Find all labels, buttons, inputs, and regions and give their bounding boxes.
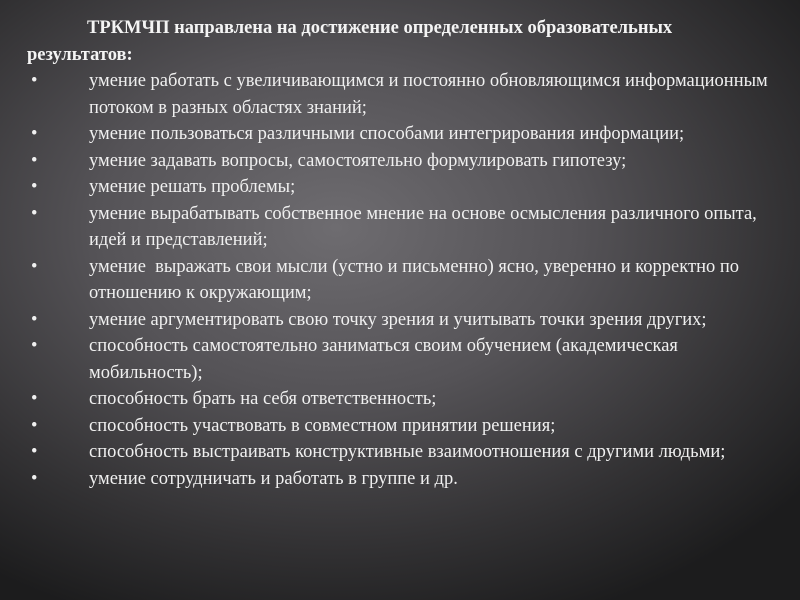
- bullet-marker: •: [31, 177, 38, 197]
- bullet-text: способность самостоятельно заниматься своим обучением (академическая мобильность);: [89, 336, 678, 383]
- bullet-text: способность выстраивать конструктивные взаимоотношения с другими людьми;: [89, 442, 726, 462]
- bullet-item: [27, 466, 777, 493]
- bullet-item: [27, 307, 777, 334]
- bullet-item: [27, 68, 777, 121]
- bullet-marker: •: [31, 256, 38, 277]
- bullet-text: умение вырабатывать собственное мнение на основе осмысления различного опыта, идей и представлений;: [89, 203, 757, 250]
- bullet-item: [27, 333, 777, 386]
- bullet-marker: •: [31, 442, 38, 462]
- bullet-item: [27, 201, 777, 254]
- bullet-marker: •: [31, 203, 38, 224]
- bullet-list: [27, 68, 777, 492]
- bullet-text: умение пользоваться различными способами интегрирования информации;: [89, 124, 685, 144]
- bullet-marker: •: [31, 336, 38, 356]
- bullet-item: [27, 121, 777, 148]
- bullet-text: способность участвовать в совместном принятии решения;: [89, 415, 556, 436]
- bullet-text: умение сотрудничать и работать в группе и др.: [89, 468, 458, 489]
- bullet-item: [27, 174, 777, 201]
- bullet-item: [27, 439, 777, 466]
- bullet-text: умение задавать вопросы, самостоятельно формулировать гипотезу;: [89, 150, 627, 171]
- bullet-item: [27, 148, 777, 175]
- bullet-marker: •: [31, 415, 38, 436]
- slide-heading: ТРКМЧП направлена на достижение определенных образовательных результатов:: [27, 18, 673, 65]
- bullet-text: умение аргументировать свою точку зрения и учитывать точки зрения других;: [89, 309, 707, 330]
- bullet-marker: •: [31, 309, 38, 330]
- slide-content: [27, 15, 777, 492]
- bullet-text: способность брать на себя ответственность;: [89, 389, 437, 409]
- bullet-marker: •: [31, 150, 38, 171]
- bullet-item: [27, 386, 777, 413]
- bullet-item: [27, 254, 777, 307]
- bullet-text: умение решать проблемы;: [89, 177, 296, 197]
- bullet-marker: •: [31, 468, 38, 489]
- bullet-marker: •: [31, 71, 38, 91]
- bullet-marker: •: [31, 389, 38, 409]
- bullet-text: умение работать с увеличивающимся и постоянно обновляющимся информационным потоком в разных областях знаний;: [89, 71, 768, 118]
- bullet-item: [27, 413, 777, 440]
- bullet-marker: •: [31, 124, 38, 144]
- bullet-text: умение выражать свои мысли (устно и письменно) ясно, уверенно и корректно по отношению к окружающим;: [89, 256, 744, 303]
